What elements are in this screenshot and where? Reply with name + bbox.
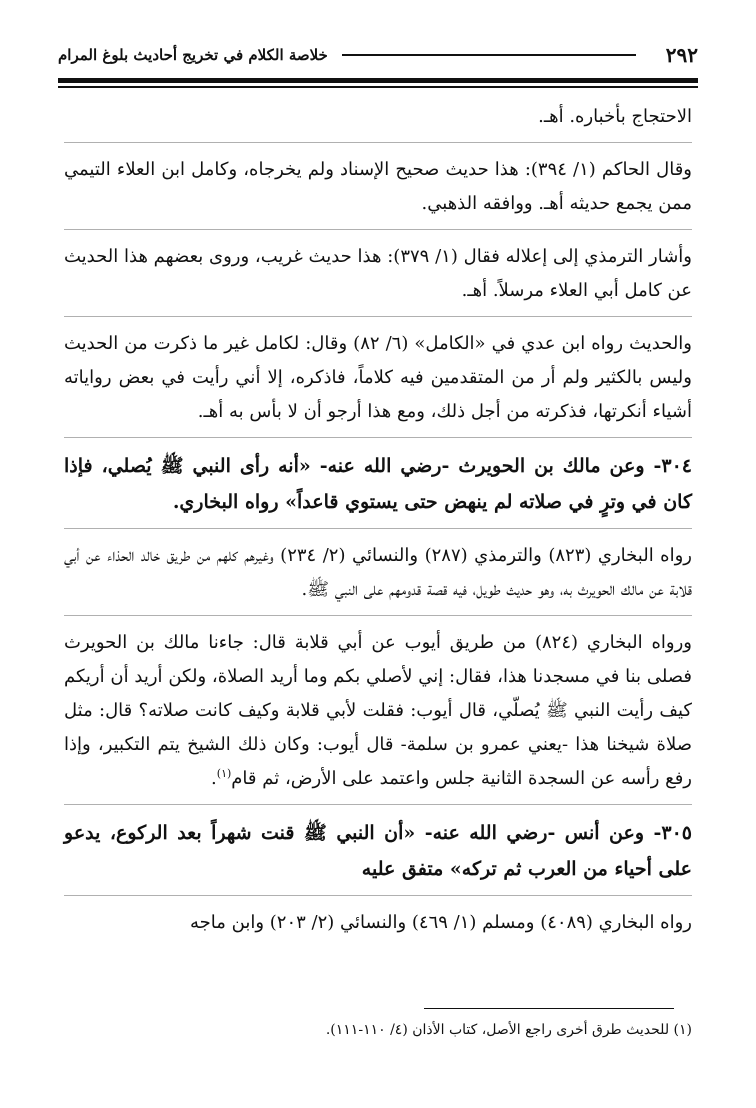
hadith-305: ٣٠٥- وعن أنس -رضي الله عنه- «أن النبي ﷺ قنت شهراً بعد الركوع، يدعو على أحياء من العرب ثم تركه» متفق عليه <box>64 822 692 880</box>
paragraph-separator <box>64 804 692 805</box>
page-number: ٢٩٢ <box>665 43 698 67</box>
footnote: (١) للحديث طرق أخرى راجع الأصل، كتاب الأذان (٤/ ١١٠-١١١). <box>325 1022 692 1038</box>
takhrij-304-ayyub: ورواه البخاري (٨٢٤) من طريق أيوب عن أبي قلابة قال: جاءنا مالك بن الحويرث فصلى بنا في مسجدنا هذا، فقال: إني لأصلي بكم وما أريد الصلاة، ولكن أريد أن أريكم كيف رأيت النبي ﷺ يُصلّي، قال أيوب: فقلت لأبي قلابة وكيف كانت صلاته؟ قال: مثل صلاة شيخنا هذا -يعني عمرو بن سلمة- قال أيوب: وكان ذلك الشيخ يتم التكبير، وإذا رفع رأسه عن السجدة الثانية جلس واعتمد على الأرض، ثم قام$^{(١)}$. <box>64 632 692 789</box>
takhrij-304-ayyub-text: ورواه البخاري (٨٢٤) من طريق أيوب عن أبي قلابة قال: جاءنا مالك بن الحويرث فصلى بنا في مسجدنا هذا، فقال: إني لأصلي بكم وما أريد الصلاة، ولكن أريد أن أريكم كيف رأيت النبي ﷺ يُصلّي، قال أيوب: فقلت لأبي قلابة وكيف كانت صلاته؟ قال: مثل صلاة شيخنا هذا -يعني عمرو بن سلمة- قال أيوب: وكان ذلك الشيخ يتم التكبير، وإذا رفع رأسه عن السجدة الثانية جلس واعتمد على الأرض، ثم قام <box>64 632 692 789</box>
paragraph-separator <box>64 895 692 896</box>
paragraph-separator <box>64 316 692 317</box>
page-body <box>64 100 692 948</box>
paragraph-continuation: الاحتجاج بأخباره. أهـ. <box>538 106 692 127</box>
paragraph-separator <box>64 142 692 143</box>
paragraph-hakim: وقال الحاكم (١/ ٣٩٤): هذا حديث صحيح الإسناد ولم يخرجاه، وكامل ابن العلاء التيمي ممن يجمع حديثه أهـ. ووافقه الذهبي. <box>64 159 692 214</box>
paragraph-separator <box>64 437 692 438</box>
header-rule-thick <box>58 78 698 83</box>
hadith-304: ٣٠٤- وعن مالك بن الحويرث -رضي الله عنه- «أنه رأى النبي ﷺ يُصلي، فإذا كان في وترٍ في صلاته لم ينهض حتى يستوي قاعداً» رواه البخاري. <box>64 455 692 513</box>
paragraph-separator <box>64 615 692 616</box>
running-title: خلاصة الكلام في تخريج أحاديث بلوغ المرام <box>58 46 328 64</box>
header-rule-thin <box>58 86 698 88</box>
page-header <box>58 40 698 70</box>
paragraph-tirmidhi: وأشار الترمذي إلى إعلاله فقال (١/ ٣٧٩): هذا حديث غريب، وروى بعضهم هذا الحديث عن كامل أبي العلاء مرسلاً. أهـ. <box>64 246 692 301</box>
footnote-divider <box>424 1008 674 1009</box>
paragraph-separator <box>64 229 692 230</box>
footnote-marker: (١) <box>216 767 232 780</box>
takhrij-305: رواه البخاري (٤٠٨٩) ومسلم (١/ ٤٦٩) والنسائي (٢/ ٢٠٣) وابن ماجه <box>190 912 692 933</box>
takhrij-304: رواه البخاري (٨٢٣) والترمذي (٢٨٧) والنسائي (٢/ ٢٣٤) وغيرهم كلهم من طريق خالد الحذاء عن أبي قلابة عن مالك الحويرث به، وهو حديث طويل، فيه قصة قدومهم على النبي ﷺ. <box>64 545 692 600</box>
paragraph-ibn-adi: والحديث رواه ابن عدي في «الكامل» (٦/ ٨٢) وقال: لكامل غير ما ذكرت من الحديث وليس بالكثير ولم أر من المتقدمين فيه كلاماً، فاذكره، إلا أني رأيت في بعض رواياته أشياء أنكرتها، فذكرته من أجل ذلك، ومع هذا أرجو أن لا بأس به أهـ. <box>64 333 692 422</box>
paragraph-separator <box>64 528 692 529</box>
header-divider <box>342 54 636 56</box>
